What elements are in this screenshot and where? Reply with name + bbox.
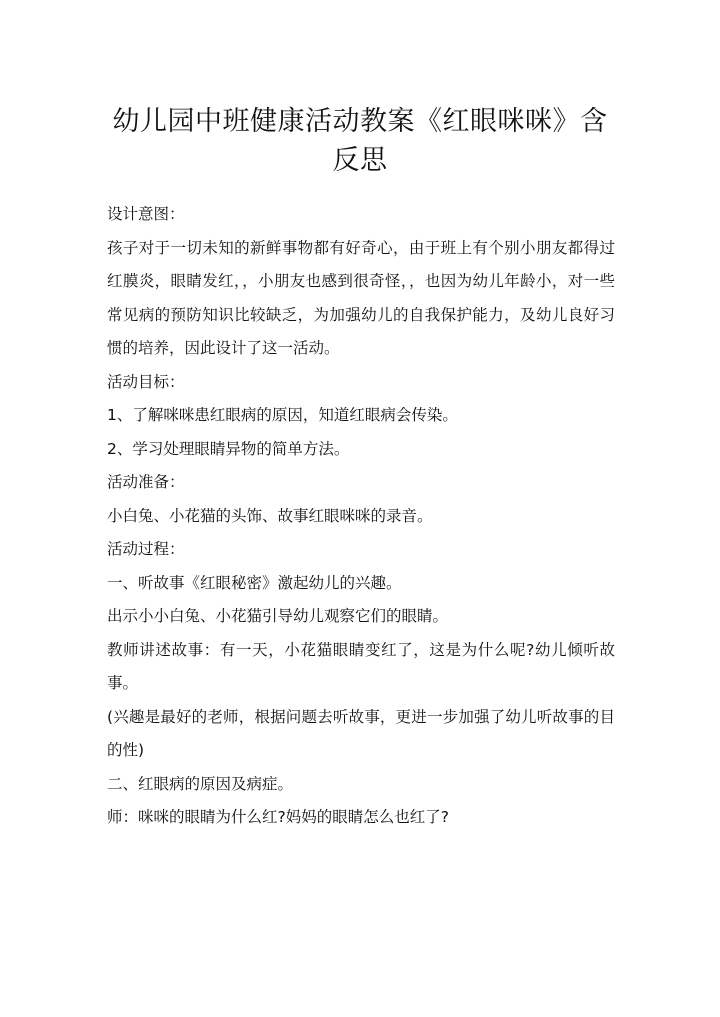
paragraph: 出示小小白兔、小花猫引导幼儿观察它们的眼睛。 — [107, 607, 449, 625]
paragraph-preparation: 小白兔、小花猫的头饰、故事红眼咪咪的录音。 — [107, 506, 433, 525]
process-step-heading: 二、红眼病的原因及病症。 — [107, 774, 294, 793]
paragraph: 教师讲述故事：有一天，小花猫眼睛变红了，这是为什么呢?幼儿倾听故事。 — [107, 640, 615, 692]
section-heading-design-intent: 设计意图： — [107, 205, 185, 223]
section-heading-process: 活动过程： — [107, 540, 185, 558]
goal-item: 1、了解咪咪患红眼病的原因，知道红眼病会传染。 — [107, 406, 458, 424]
paragraph-note: (兴趣是最好的老师，根据问题去听故事，更进一步加强了幼儿听故事的目的性) — [107, 707, 615, 759]
section-heading-goals: 活动目标： — [107, 372, 185, 391]
paragraph-design-intent: 孩子对于一切未知的新鲜事物都有好奇心，由于班上有个别小朋友都得过红膜炎，眼睛发红，，小朋友也感到很奇怪，，也因为幼儿年龄小，对一些常见病的预防知识比较缺乏，为加强幼儿的自我保护能力，及幼儿良好习惯的培养，因此设计了这一活动。 — [107, 238, 615, 357]
process-step-heading: 一、听故事《红眼秘密》激起幼儿的兴趣。 — [107, 573, 402, 592]
document-body — [107, 198, 615, 835]
section-heading-preparation: 活动准备： — [107, 473, 185, 491]
goal-item: 2、学习处理眼睛异物的简单方法。 — [107, 439, 350, 458]
paragraph: 师：咪咪的眼睛为什么红?妈妈的眼睛怎么也红了? — [107, 808, 449, 826]
document-title: 幼儿园中班健康活动教案《红眼咪咪》含反思 — [112, 106, 608, 176]
